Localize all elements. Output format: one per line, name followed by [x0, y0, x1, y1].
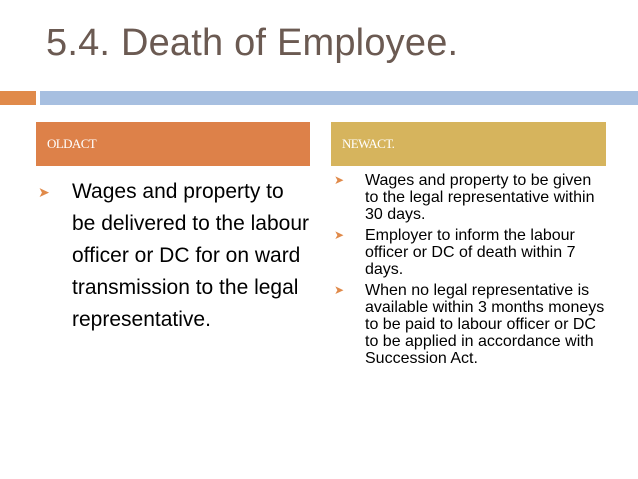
new-act-header: NEWACT. — [331, 122, 606, 166]
list-item-text: When no legal representative is available within 3 months moneys to be paid to labour officer or DC to be applied in accordance with Succession Act. — [365, 282, 605, 367]
old-act-list — [38, 176, 310, 336]
old-act-header: OLDACT — [36, 122, 310, 166]
new-act-list — [334, 172, 606, 371]
list-item — [334, 172, 606, 223]
arrowhead-bullet-icon: ➤ — [334, 228, 345, 242]
arrowhead-bullet-icon: ➤ — [334, 283, 345, 297]
list-item — [38, 176, 310, 336]
list-item-text: Employer to inform the labour officer or DC of death within 7 days. — [365, 227, 576, 278]
arrowhead-bullet-icon: ➤ — [334, 173, 345, 187]
arrowhead-bullet-icon: ➤ — [38, 184, 50, 200]
accent-bar-blue — [40, 91, 638, 105]
list-item-text: Wages and property to be delivered to the labour officer or DC for on ward transmission to the legal representative. — [72, 180, 309, 331]
accent-bar-orange — [0, 91, 36, 105]
slide-title: 5.4. Death of Employee. — [46, 22, 459, 64]
list-item-text: Wages and property to be given to the legal representative within 30 days. — [365, 172, 595, 223]
list-item — [334, 282, 606, 367]
list-item — [334, 227, 606, 278]
